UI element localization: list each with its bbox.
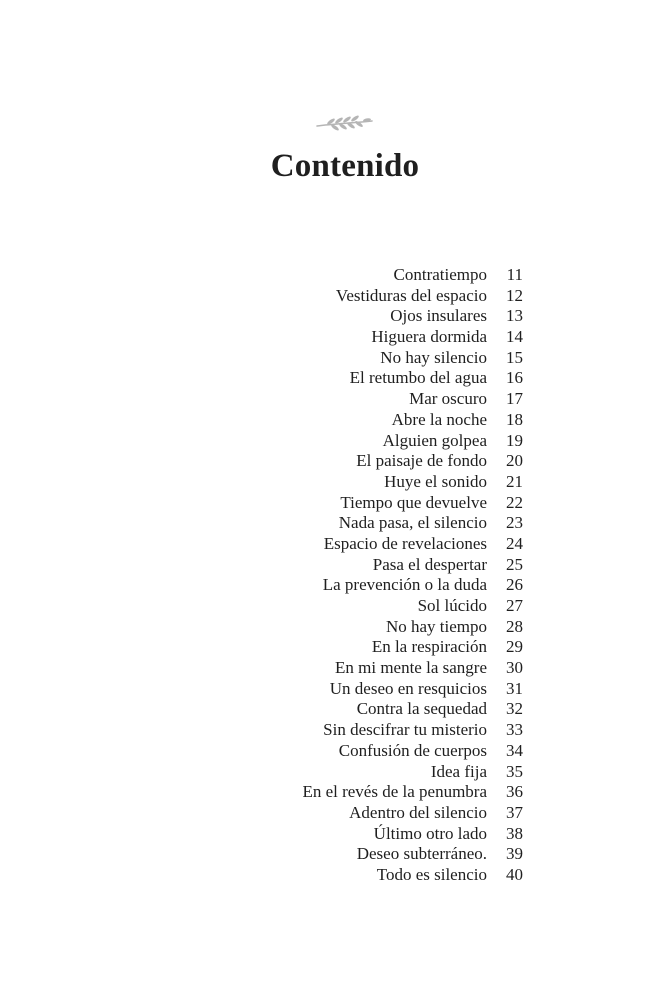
toc-entry-title: No hay silencio: [380, 347, 487, 367]
toc-entry-title: Sin descifrar tu misterio: [323, 720, 487, 740]
toc-entry-title: Huye el sonido: [384, 471, 487, 491]
toc-entry-title: Sol lúcido: [417, 596, 487, 615]
toc-entry: [200, 410, 540, 431]
toc-entry: [200, 389, 540, 410]
toc-entry-title: Un deseo en resquicios: [329, 678, 487, 698]
toc-entry-page-number: 18: [506, 409, 523, 429]
toc-entry-page-number: 34: [506, 740, 523, 760]
toc-entry-page-number: 33: [506, 720, 523, 740]
toc-entry-page-number: 20: [506, 451, 523, 471]
toc-entry-page-number: 16: [506, 368, 523, 388]
toc-entry: [200, 265, 540, 286]
toc-entry: [200, 286, 540, 307]
toc-entry-page-number: 19: [506, 430, 523, 450]
toc-entry-page-number: 37: [506, 802, 523, 822]
toc-entry: [200, 575, 540, 596]
toc-entry-title: Deseo subterráneo.: [356, 844, 487, 864]
toc-entry-title: Alguien golpea: [382, 430, 487, 450]
toc-entry-page-number: 11: [506, 265, 523, 284]
toc-entry-title: No hay tiempo: [385, 616, 487, 636]
toc-entry-title: Contra la sequedad: [356, 699, 487, 719]
toc-entry: [200, 699, 540, 720]
toc-entry: [200, 555, 540, 576]
toc-entry: [200, 762, 540, 783]
toc-entry-page-number: 24: [506, 533, 523, 553]
toc-entry: [200, 720, 540, 741]
toc-entry-page-number: 25: [506, 554, 523, 574]
toc-entry-page-number: 28: [506, 616, 523, 636]
toc-entry-title: Nada pasa, el silencio: [338, 513, 487, 533]
toc-entry: [200, 741, 540, 762]
toc-entry-title: Adentro del silencio: [349, 802, 487, 822]
toc-entry-title: Abre la noche: [391, 409, 487, 429]
toc-entry-page-number: 32: [506, 699, 523, 719]
toc-entry: [200, 327, 540, 348]
toc-entry-page-number: 22: [506, 492, 523, 512]
toc-entry-page-number: 14: [506, 327, 523, 347]
toc-entry: [200, 451, 540, 472]
toc-entry-title: Idea fija: [430, 761, 487, 781]
toc-entry: [200, 658, 540, 679]
toc-entry-page-number: 12: [506, 285, 523, 305]
toc-entry-title: Todo es silencio: [376, 864, 487, 884]
toc-entry-page-number: 27: [506, 596, 523, 615]
toc-entry-title: Higuera dormida: [371, 327, 487, 347]
toc-entry: [200, 617, 540, 638]
toc-entry-page-number: 35: [506, 761, 523, 781]
toc-entry-title: Contratiempo: [393, 265, 487, 284]
toc-entry: [200, 865, 540, 886]
toc-entry-title: El retumbo del agua: [349, 368, 487, 388]
toc-entry-page-number: 23: [506, 513, 523, 533]
toc-entry: [200, 306, 540, 327]
toc-entry: [200, 513, 540, 534]
toc-entry-page-number: 17: [506, 389, 523, 409]
table-of-contents: [200, 265, 540, 886]
toc-entry: [200, 431, 540, 452]
toc-entry-page-number: 36: [506, 782, 523, 802]
toc-entry: [200, 534, 540, 555]
toc-entry: [200, 679, 540, 700]
toc-entry: [200, 803, 540, 824]
toc-entry-page-number: 21: [506, 471, 523, 491]
toc-entry-title: En el revés de la penumbra: [302, 782, 487, 802]
toc-entry-title: En la respiración: [371, 637, 487, 657]
toc-entry-page-number: 29: [506, 637, 523, 657]
toc-entry-title: El paisaje de fondo: [356, 451, 487, 471]
toc-entry-page-number: 40: [506, 864, 523, 884]
page-title: Contenido: [270, 148, 420, 184]
toc-entry-page-number: 31: [506, 678, 523, 698]
toc-entry-title: Confusión de cuerpos: [338, 740, 487, 760]
toc-entry-title: Ojos insulares: [390, 306, 487, 326]
toc-entry: [200, 596, 540, 617]
toc-entry-page-number: 26: [506, 575, 523, 595]
toc-entry: [200, 637, 540, 658]
toc-entry-title: Espacio de revelaciones: [323, 533, 487, 553]
toc-entry-title: Mar oscuro: [409, 389, 487, 409]
toc-entry: [200, 824, 540, 845]
toc-entry-page-number: 30: [506, 658, 523, 678]
toc-entry: [200, 368, 540, 389]
toc-entry: [200, 493, 540, 514]
toc-entry: [200, 844, 540, 865]
toc-entry: [200, 348, 540, 369]
toc-entry-page-number: 38: [506, 823, 523, 843]
toc-entry-page-number: 13: [506, 306, 523, 326]
laurel-branch-icon: [314, 113, 374, 133]
toc-entry-title: Pasa el despertar: [372, 554, 487, 574]
toc-entry-title: Último otro lado: [373, 823, 487, 843]
toc-entry-title: Vestiduras del espacio: [335, 285, 487, 305]
toc-entry: [200, 782, 540, 803]
toc-entry-title: En mi mente la sangre: [334, 658, 487, 678]
toc-entry: [200, 472, 540, 493]
toc-entry-page-number: 39: [506, 844, 523, 864]
toc-entry-page-number: 15: [506, 347, 523, 367]
toc-entry-title: Tiempo que devuelve: [340, 492, 487, 512]
toc-entry-title: La prevención o la duda: [322, 575, 487, 595]
